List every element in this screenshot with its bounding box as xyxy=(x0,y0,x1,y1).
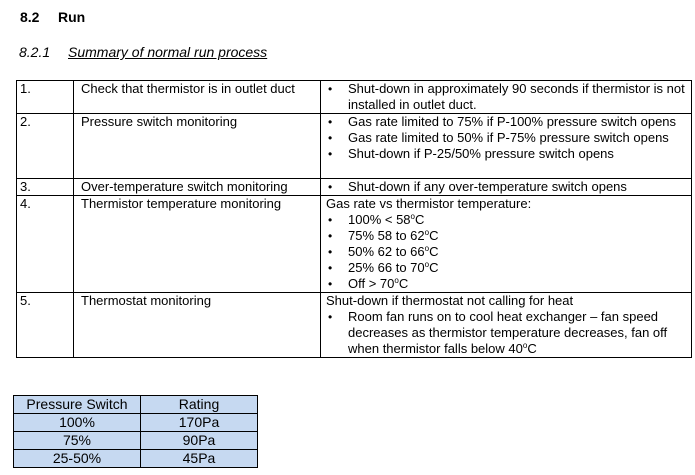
bullet-icon: • xyxy=(328,261,333,275)
bullet-text: Shut-down in approximately 90 seconds if thermistor is not installed in outlet duct. xyxy=(348,81,685,112)
details-lead-text: Gas rate vs thermistor temperature: xyxy=(326,196,532,211)
details-bullet-list xyxy=(326,81,688,113)
step-details xyxy=(321,293,692,358)
details-bullet-list xyxy=(326,212,688,292)
step-item: Thermistor temperature monitoring xyxy=(74,196,321,293)
pressure-table-header-switch: Pressure Switch xyxy=(14,396,141,414)
pressure-switch-cell: 75% xyxy=(14,432,141,450)
step-details xyxy=(321,114,692,179)
bullet-text: 75% 58 to 62$^o$C xyxy=(348,228,439,243)
process-row xyxy=(17,293,692,358)
step-item: Thermostat monitoring xyxy=(74,293,321,358)
run-process-table xyxy=(16,80,692,358)
details-bullet-item xyxy=(326,260,688,276)
bullet-icon: • xyxy=(328,213,333,227)
bullet-text: 25% 66 to 70$^o$C xyxy=(348,260,439,275)
step-details xyxy=(321,81,692,114)
details-bullet-item xyxy=(326,81,688,113)
run-process-table-body xyxy=(17,81,692,358)
details-bullet-item xyxy=(326,244,688,260)
details-bullet-item xyxy=(326,179,688,195)
bullet-text: $100\% < 58^oC$ xyxy=(348,212,425,227)
pressure-table-row xyxy=(14,432,258,450)
details-bullet-item xyxy=(326,114,688,130)
rating-cell: 90Pa xyxy=(141,432,258,450)
bullet-icon: • xyxy=(328,277,333,291)
step-number: 5. xyxy=(17,293,74,358)
bullet-icon: • xyxy=(328,180,333,194)
step-item: Over-temperature switch monitoring xyxy=(74,179,321,196)
details-bullet-item xyxy=(326,276,688,292)
step-details xyxy=(321,196,692,293)
details-bullet-item xyxy=(326,130,688,146)
details-bullet-item xyxy=(326,146,688,162)
bullet-icon: • xyxy=(328,147,333,161)
step-number: 3. xyxy=(17,179,74,196)
pressure-switch-cell: 100% xyxy=(14,414,141,432)
subsection-title: Summary of normal run process xyxy=(68,44,268,60)
bullet-icon: • xyxy=(328,310,333,324)
pressure-table-row xyxy=(14,414,258,432)
pressure-table-header-rating: Rating xyxy=(141,396,258,414)
section-title: Run xyxy=(58,9,86,25)
pressure-table-header-row xyxy=(14,396,258,414)
bullet-icon: • xyxy=(328,115,333,129)
bullet-text: Shut-down if P-25/50% pressure switch opens xyxy=(348,146,614,161)
step-number: 1. xyxy=(17,81,74,114)
step-details xyxy=(321,179,692,196)
bullet-text: Off > $70^oC$ xyxy=(348,276,409,291)
details-bullet-list xyxy=(326,309,688,357)
bullet-text: Gas rate limited to 50% if P-75% pressure switch opens xyxy=(348,130,669,145)
bullet-text: Shut-down if any over-temperature switch opens xyxy=(348,179,627,194)
step-number: 2. xyxy=(17,114,74,179)
bullet-icon: • xyxy=(328,131,333,145)
pressure-table-row xyxy=(14,450,258,468)
process-row xyxy=(17,179,692,196)
process-row xyxy=(17,196,692,293)
pressure-switch-table xyxy=(13,395,258,468)
details-bullet-list xyxy=(326,179,688,195)
details-bullet-item xyxy=(326,228,688,244)
step-item: Pressure switch monitoring xyxy=(74,114,321,179)
step-item: Check that thermistor is in outlet duct xyxy=(74,81,321,114)
bullet-text: Room fan runs on to cool heat exchanger – fan speed decreases as thermistor temperature decreases, fan off when thermistor falls below 40$^o$C xyxy=(348,309,668,356)
section-number: 8.2 xyxy=(20,9,40,25)
process-row xyxy=(17,114,692,179)
section-heading xyxy=(20,9,85,25)
bullet-icon: • xyxy=(328,82,333,96)
bullet-text: 50% 62 to 66$^o$C xyxy=(348,244,439,259)
rating-cell: 45Pa xyxy=(141,450,258,468)
bullet-icon: • xyxy=(328,229,333,243)
details-lead-text: Shut-down if thermostat not calling for heat xyxy=(326,293,574,308)
details-bullet-list xyxy=(326,114,688,162)
subsection-number: 8.2.1 xyxy=(19,44,51,60)
details-bullet-item xyxy=(326,212,688,228)
subsection-heading xyxy=(19,44,267,60)
bullet-text: Gas rate limited to 75% if P-100% pressure switch opens xyxy=(348,114,677,129)
pressure-switch-cell: 25-50% xyxy=(14,450,141,468)
process-row xyxy=(17,81,692,114)
rating-cell: 170Pa xyxy=(141,414,258,432)
bullet-icon: • xyxy=(328,245,333,259)
details-bullet-item xyxy=(326,309,688,357)
step-number: 4. xyxy=(17,196,74,293)
